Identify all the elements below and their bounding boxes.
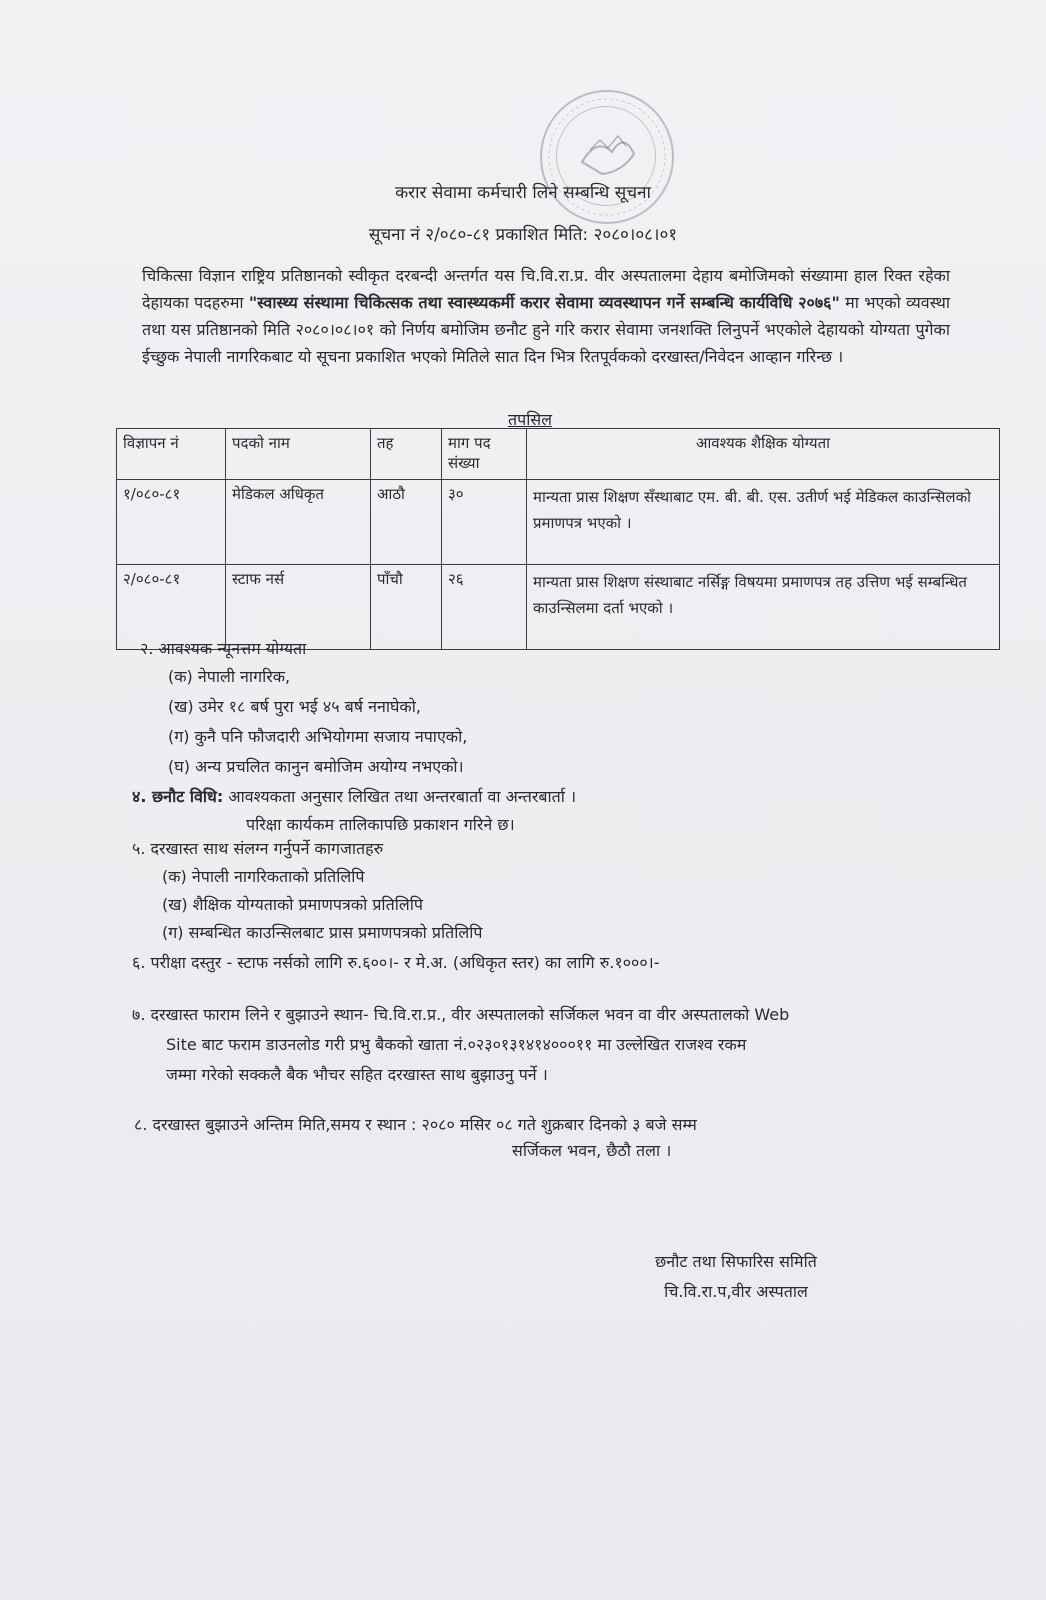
section-7-line1: ७. दरखास्त फाराम लिने र बुझाउने स्थान- चि.वि.रा.प्र., वीर अस्पतालको सर्जिकल भवन वा वीर अस्पतालको Web (132, 1005, 790, 1024)
section-7-line3: जम्मा गरेको सक्कलै बैक भौचर सहित दरखास्त साथ बुझाउनु पर्ने । (166, 1065, 548, 1084)
section-8-line2: सर्जिकल भवन, छैठौ तला । (512, 1141, 672, 1160)
section-4: ४. छनौट विधि: आवश्यकता अनुसार लिखित तथा अन्तरबार्ता वा अन्तरबार्ता । (132, 787, 577, 806)
table-row (117, 480, 1000, 565)
section-5-title: ५. दरखास्त साथ संलग्न गर्नुपर्ने कागजातहरु (132, 839, 384, 858)
table-cell: २६ (442, 565, 527, 650)
table-cell: मान्यता प्रास शिक्षण संस्थाबाट नर्सिङ्ग विषयमा प्रमाणपत्र तह उत्तिण भई सम्बन्धित काउन्सिलमा दर्ता भएको । (527, 565, 1000, 650)
table-cell: २/०८०-८१ (117, 565, 226, 650)
table-title: तपसिल (508, 410, 553, 429)
table-header: माग पद संख्या (442, 429, 527, 480)
table-cell: मेडिकल अधिकृत (226, 480, 371, 565)
section-7-line2: Site बाट फराम डाउनलोड गरी प्रभु बैकको खाता नं.०२३०१३१४१४०००११ मा उल्लेखित राजश्व रकम (166, 1035, 747, 1054)
signature-line2: चि.वि.रा.प,वीर अस्पताल (664, 1282, 808, 1301)
table-cell: मान्यता प्रास शिक्षण सँस्थाबाट एम. बी. बी. एस. उतीर्ण भई मेडिकल काउन्सिलको प्रमाणपत्र भएको । (527, 480, 1000, 565)
section-4-line2: परिक्षा कार्यकम तालिकापछि प्रकाशन गरिने छ। (246, 815, 515, 834)
list-item: (घ) अन्य प्रचलित कानुन बमोजिम अयोग्य नभएको। (168, 757, 464, 776)
list-item: (ग) कुनै पनि फौजदारी अभियोगमा सजाय नपाएको, (168, 727, 468, 746)
table-header-row (117, 429, 1000, 480)
signature-line1: छनौट तथा सिफारिस समिति (655, 1252, 817, 1271)
table-header: पदको नाम (226, 429, 371, 480)
table-cell: आठौ (371, 480, 442, 565)
table-header: आवश्यक शैक्षिक योग्यता (527, 429, 1000, 480)
list-item: (क) नेपाली नागरिकताको प्रतिलिपि (162, 867, 365, 886)
section-6: ६. परीक्षा दस्तुर - स्टाफ नर्सको लागि रु.६००।- र मे.अ. (अधिकृत स्तर) का लागि रु.१०००।- (132, 953, 660, 972)
section-2-title: २. आवश्यक न्यूनत्तम योग्यता (140, 639, 307, 658)
table-cell: स्टाफ नर्स (226, 565, 371, 650)
table-cell: ३० (442, 480, 527, 565)
list-item: (ग) सम्बन्धित काउन्सिलबाट प्रास प्रमाणपत्रको प्रतिलिपि (162, 923, 483, 942)
page-title: करार सेवामा कर्मचारी लिने सम्बन्धि सूचना (395, 183, 651, 203)
table-cell: पाँचौ (371, 565, 442, 650)
list-item: (ख) शैक्षिक योग्यताको प्रमाणपत्रको प्रतिलिपि (162, 895, 423, 914)
office-seal-icon (540, 90, 674, 224)
section-8-line1: ८. दरखास्त बुझाउने अन्तिम मिति,समय र स्थान : २०८० मसिर ०८ गते शुक्रबार दिनको ३ बजे सम्म (134, 1115, 697, 1134)
list-item: (ख) उमेर १८ बर्ष पुरा भई ४५ बर्ष ननाघेको, (168, 697, 421, 716)
notice-number: सूचना नं २/०८०-८१ प्रकाशित मिति: २०८०।०८।०१ (368, 225, 678, 245)
table-header: विज्ञापन नं (117, 429, 226, 480)
table-row (117, 565, 1000, 650)
posts-table (116, 428, 1000, 650)
list-item: (क) नेपाली नागरिक, (168, 667, 291, 686)
table-cell: १/०८०-८१ (117, 480, 226, 565)
intro-paragraph: चिकित्सा विज्ञान राष्ट्रिय प्रतिष्ठानको स्वीकृत दरबन्दी अन्तर्गत यस चि.वि.रा.प्र. वीर अस्पतालमा देहाय बमोजिमको संख्यामा हाल रिक्त रहेका देहायका पदहरुमा "स्वास्थ्य संस्थामा चिकित्सक तथा स्वास्थ्यकर्मी करार सेवामा व्यवस्थापन गर्ने सम्बन्धि कार्यविधि २०७६" मा भएको व्यवस्था तथा यस प्रतिष्ठानको मिति २०८०।०८।०१ को निर्णय बमोजिम छनौट हुने गरि करार सेवामा जनशक्ति लिनुपर्ने भएकोले देहायको योग्यता पुगेका ईच्छुक नेपाली नागरिकबाट यो सूचना प्रकाशित भएको मितिले सात दिन भित्र रितपूर्वकको दरखास्त/निवेदन आव्हान गरिन्छ । (142, 266, 950, 366)
table-header: तह (371, 429, 442, 480)
